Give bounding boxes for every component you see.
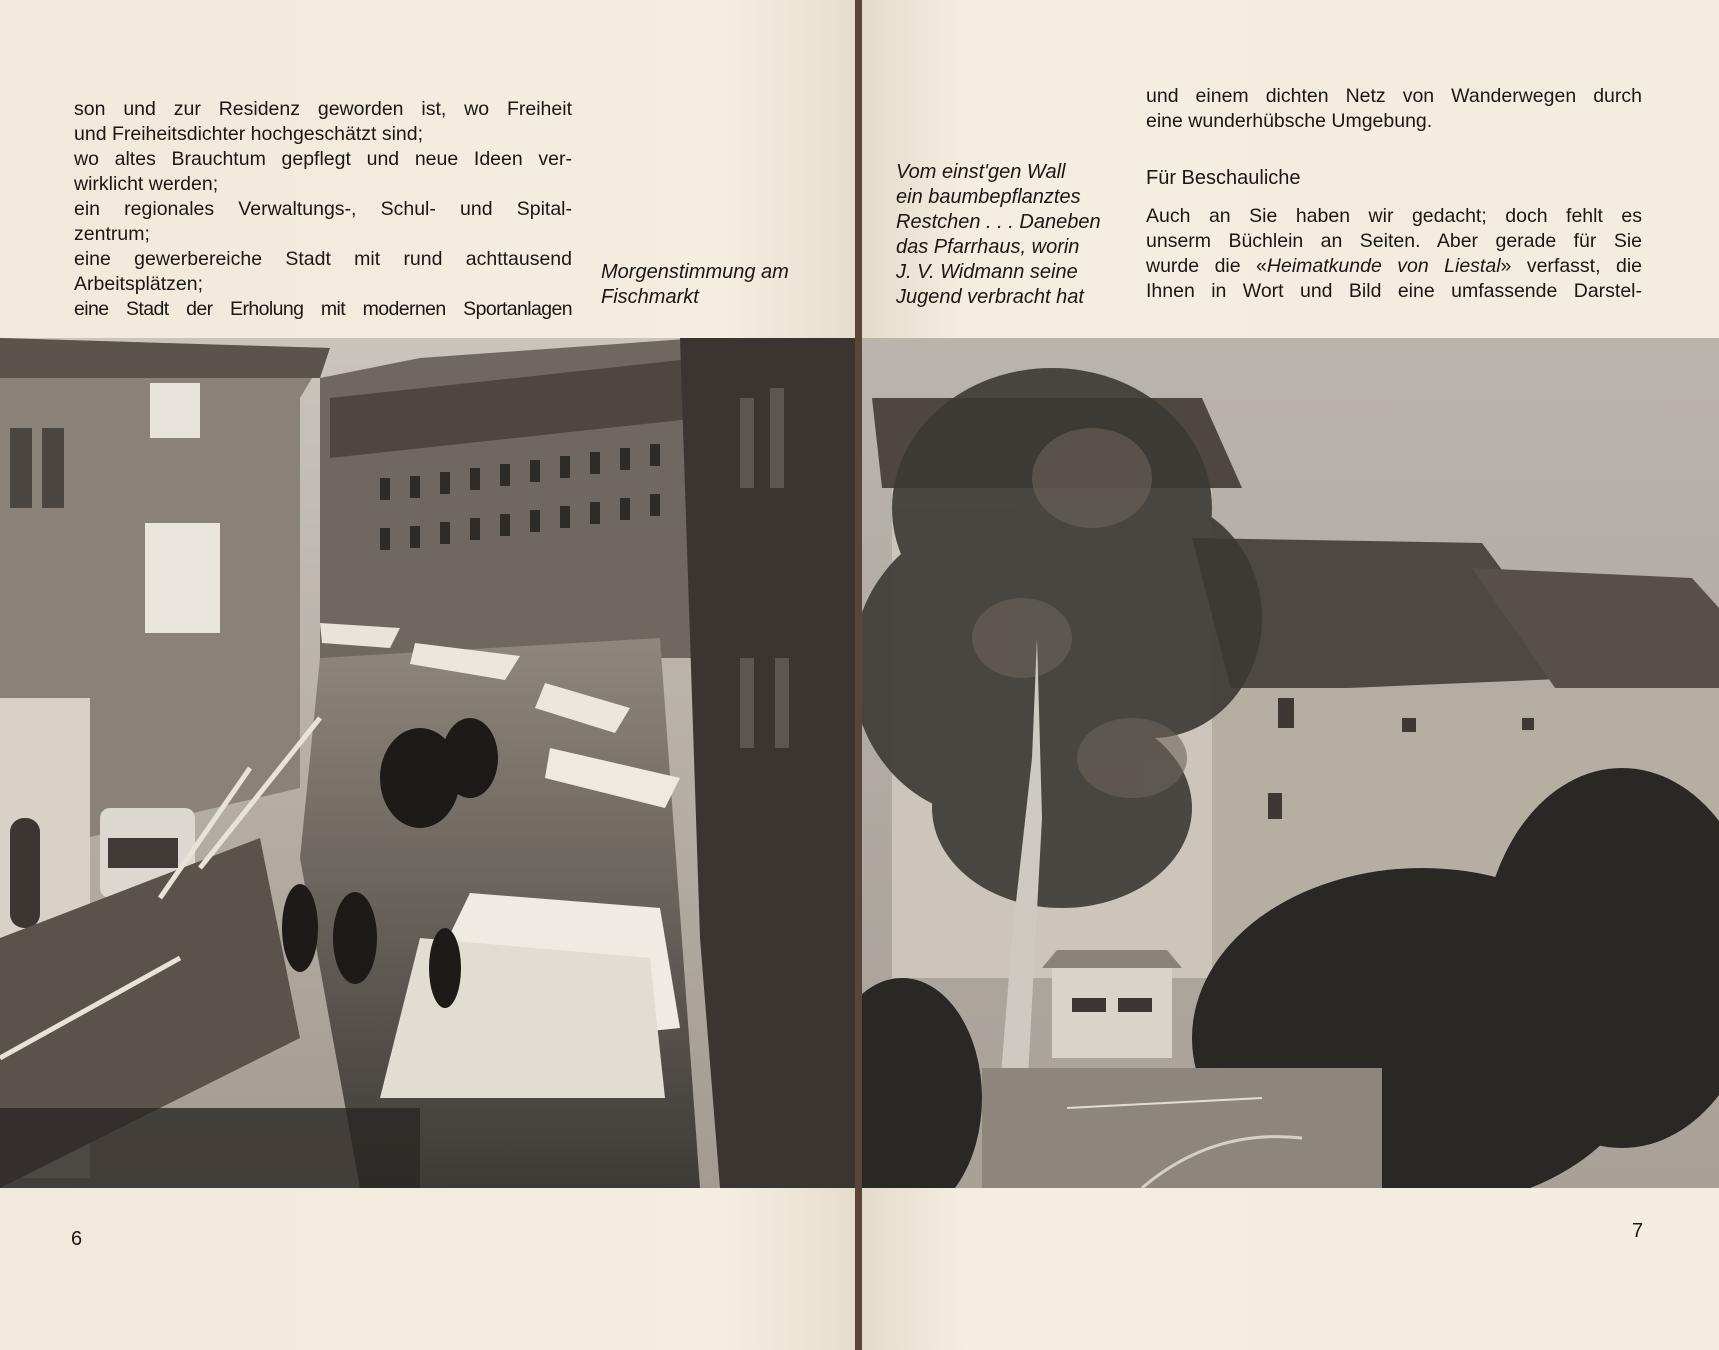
caption-line: ein baumbepflanztes [896,186,1081,208]
text-segment: wurde die « [1146,255,1267,277]
text-line [1146,254,1642,279]
caption-line: Restchen . . . Daneben [896,211,1101,233]
text-line: Arbeitsplätzen; [74,273,203,295]
caption-line: Morgenstimmung am [601,261,789,283]
text-line: unserm Büchlein an Seiten. Aber gerade für Sie [1146,230,1642,252]
text-line: und Freiheitsdichter hochgeschätzt sind; [74,123,424,145]
left-caption [601,260,789,310]
right-caption [896,160,1101,310]
text-line: eine wunderhübsche Umgebung. [1146,110,1433,132]
right-paragraph [1146,204,1642,304]
text-line: und einem dichten Netz von Wanderwegen durch [1146,85,1642,107]
text-line: son und zur Residenz geworden ist, wo Freiheit [74,98,572,120]
caption-line: Vom einst'gen Wall [896,161,1066,183]
market-street-photo [0,338,855,1188]
caption-line: Fischmarkt [601,286,699,308]
book-gutter [855,0,862,1350]
text-line: zentrum; [74,223,150,245]
parsonage-photo [862,338,1719,1188]
text-line: wo altes Brauchtum gepflegt und neue Ideen ver- [74,148,572,170]
page-number: 7 [1632,1220,1644,1242]
text-line: ein regionales Verwaltungs-, Schul- und Spital- [74,198,572,220]
text-line: wirklicht werden; [74,173,219,195]
left-page [0,0,855,1350]
text-line: eine gewerbereiche Stadt mit rund achttausend [74,248,572,270]
text-line: Ihnen in Wort und Bild eine umfassende Darstel- [1146,280,1642,302]
text-segment: » verfasst, die [1500,255,1642,277]
left-body-text [74,97,572,322]
page-number: 6 [71,1228,83,1250]
caption-line: J. V. Widmann seine [896,261,1078,283]
right-page [862,0,1719,1350]
caption-line: Jugend verbracht hat [896,286,1084,308]
section-heading: Für Beschauliche [1146,167,1301,189]
text-line: Auch an Sie haben wir gedacht; doch fehlt es [1146,205,1642,227]
book-title: Heimatkunde von Liestal [1266,255,1501,277]
right-body-text-top [1146,84,1642,134]
text-line: eine Stadt der Erholung mit modernen Sportanlagen [74,298,572,320]
caption-line: das Pfarrhaus, worin [896,236,1080,258]
